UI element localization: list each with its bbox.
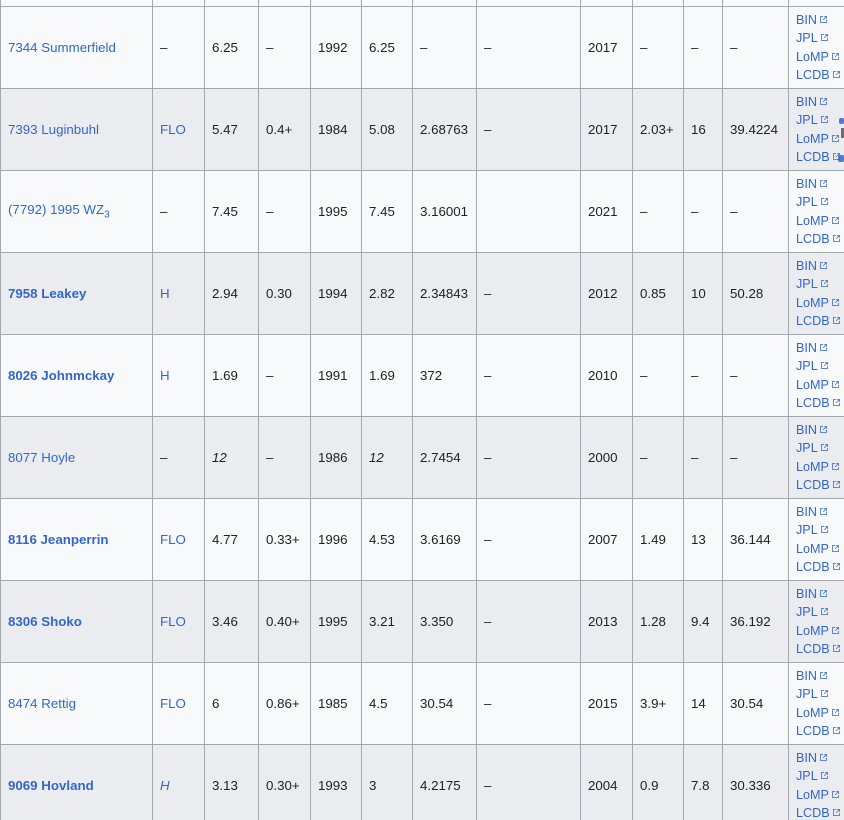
cell-links [789,499,844,581]
external-link-lomp[interactable]: LoMP [796,376,842,394]
cell-reference-year: 2017 [581,7,633,89]
external-link-icon [832,644,841,653]
table-row [1,499,844,581]
cell-year: 1985 [311,663,362,745]
cell-reference-year: 2010 [581,335,633,417]
cell-reference-year: 2004 [581,745,633,820]
external-link-icon [819,425,828,434]
external-link-icon [831,790,840,799]
external-link-lomp[interactable]: LoMP [796,458,842,476]
cell-diameter-2: 7.45 [362,171,413,253]
cell-amplitude: – [633,335,684,417]
external-link-bin[interactable]: BIN [796,175,842,193]
cell-notes: – [477,417,581,499]
asteroid-link[interactable]: 7393 Luginbuhl [8,121,99,137]
external-link-lomp[interactable]: LoMP [796,540,842,558]
external-link-lomp[interactable]: LoMP [796,294,842,312]
external-link-icon [820,361,829,370]
cell-value: 30.54 [723,663,789,745]
cell-period: 30.54 [413,663,477,745]
cell-spectral-type [153,581,205,663]
cell-spectral-type [153,745,205,820]
external-link-bin[interactable]: BIN [796,667,842,685]
table-row [1,745,844,820]
cell-links [789,7,844,89]
cell-spectral-type: – [153,171,205,253]
cell-notes: – [477,745,581,820]
cell-quality: – [684,335,723,417]
cell-notes: – [477,253,581,335]
table-row [1,417,844,499]
cell-diameter-1: 6 [205,663,259,745]
cell-amplitude: 0.9 [633,745,684,820]
external-link-bin[interactable]: BIN [796,585,842,603]
spectral-type-link[interactable]: FLO [160,695,186,711]
cell-name [1,335,153,417]
cell-reference-year: 2015 [581,663,633,745]
cell-period: 4.2175 [413,745,477,820]
external-link-lomp[interactable]: LoMP [796,622,842,640]
cell-albedo: – [259,335,311,417]
cell-quality: – [684,171,723,253]
external-link-icon [831,626,840,635]
external-link-lomp[interactable]: LoMP [796,704,842,722]
cell-period: 2.34843 [413,253,477,335]
external-link-icon [831,298,840,307]
cell-year: 1992 [311,7,362,89]
cell-year: 1995 [311,171,362,253]
cell-quality: 13 [684,499,723,581]
external-link-icon [831,462,840,471]
cell-diameter-2 [362,417,413,499]
cell-amplitude: – [633,171,684,253]
cell-year: 1995 [311,581,362,663]
cell-diameter-1: 1.69 [205,335,259,417]
cell-quality: 9.4 [684,581,723,663]
cell-amplitude: 1.49 [633,499,684,581]
external-link-icon [819,753,828,762]
cell-diameter-2: 6.25 [362,7,413,89]
external-link-icon [819,589,828,598]
cell-quality: 16 [684,89,723,171]
external-link-bin[interactable]: BIN [796,11,842,29]
cell-diameter-1: 4.77 [205,499,259,581]
cell-spectral-type [153,253,205,335]
external-link-jpl[interactable]: JPL [796,193,842,211]
cell-notes [477,171,581,253]
cell-notes: – [477,335,581,417]
table-row [1,171,844,253]
external-link-icon [819,179,828,188]
external-link-lcdb[interactable]: LCDB [796,312,842,330]
external-link-icon [831,134,840,143]
external-link-lcdb[interactable]: LCDB [796,148,842,166]
cell-year: 1993 [311,745,362,820]
external-link-icon [831,216,840,225]
cell-albedo: 0.30 [259,253,311,335]
cell-value: – [723,171,789,253]
cell-links [789,417,844,499]
value-text: 12 [212,449,227,465]
external-link-icon [819,671,828,680]
cell-quality: – [684,417,723,499]
cell-notes: – [477,581,581,663]
asteroid-link[interactable]: (7792) 1995 $WZ_3$ [8,201,110,221]
cell-links [789,335,844,417]
cell-links [789,745,844,820]
cell-name [1,171,153,253]
cell-amplitude: 2.03+ [633,89,684,171]
external-link-lomp[interactable]: LoMP [796,48,842,66]
cell-reference-year: 2007 [581,499,633,581]
external-link-lcdb[interactable]: LCDB [796,476,842,494]
cell-value: – [723,335,789,417]
cell-albedo: 0.4+ [259,89,311,171]
cell-name [1,499,153,581]
cell-albedo: 0.86+ [259,663,311,745]
cell-notes: – [477,663,581,745]
cell-diameter-1: 7.45 [205,171,259,253]
external-link-bin[interactable]: BIN [796,421,842,439]
cell-albedo: 0.30+ [259,745,311,820]
external-link-icon [820,33,829,42]
external-link-lcdb[interactable]: LCDB [796,230,842,248]
cell-amplitude: – [633,417,684,499]
cell-value: – [723,7,789,89]
external-link-icon [832,234,841,243]
cell-name [1,745,153,820]
spectral-type-link[interactable]: H [160,777,170,793]
cell-year: 1984 [311,89,362,171]
cell-spectral-type [153,663,205,745]
cell-links [789,253,844,335]
table-body [1,0,844,820]
table-row [1,663,844,745]
cell-period: 3.6169 [413,499,477,581]
cell-notes: – [477,7,581,89]
external-link-lcdb[interactable]: LCDB [796,722,842,740]
cell-quality: 14 [684,663,723,745]
cell-notes: – [477,89,581,171]
cell-diameter-1: 3.13 [205,745,259,820]
asteroid-link[interactable]: 8306 Shoko [8,613,82,629]
external-link-jpl[interactable]: JPL [796,357,842,375]
cell-diameter-1: 6.25 [205,7,259,89]
cell-diameter-2: 4.5 [362,663,413,745]
external-link-icon [832,726,841,735]
cell-albedo: 0.40+ [259,581,311,663]
external-link-icon [832,70,841,79]
external-link-icon [820,115,829,124]
external-link-bin[interactable]: BIN [796,339,842,357]
external-link-icon [819,507,828,516]
external-link-icon [819,343,828,352]
external-link-icon [832,480,841,489]
cell-spectral-type [153,499,205,581]
cell-value: 36.192 [723,581,789,663]
cell-reference-year: 2012 [581,253,633,335]
external-link-jpl[interactable]: JPL [796,439,842,457]
external-link-jpl[interactable]: JPL [796,275,842,293]
external-link-bin[interactable]: BIN [796,93,842,111]
cell-diameter-1: 5.47 [205,89,259,171]
cell-year: 1994 [311,253,362,335]
cell-diameter-2: 4.53 [362,499,413,581]
cell-name [1,581,153,663]
cell-diameter-1 [205,417,259,499]
external-link-lcdb[interactable]: LCDB [796,804,842,820]
table-row [1,335,844,417]
external-link-jpl[interactable]: JPL [796,767,842,785]
cell-albedo: – [259,171,311,253]
cell-albedo: 0.33+ [259,499,311,581]
spectral-type-link[interactable]: H [160,367,170,383]
cell-name [1,253,153,335]
external-link-icon [831,52,840,61]
value-text: 12 [369,449,384,465]
cell-reference-year: 2017 [581,89,633,171]
cell-spectral-type: – [153,7,205,89]
cell-albedo: – [259,417,311,499]
cell-name [1,663,153,745]
cell-diameter-2: 5.08 [362,89,413,171]
external-link-lcdb[interactable]: LCDB [796,640,842,658]
cell-diameter-1: 3.46 [205,581,259,663]
cell-reference-year: 2013 [581,581,633,663]
cell-albedo: – [259,7,311,89]
cell-notes: – [477,499,581,581]
cell-links [789,171,844,253]
cell-value: 36.144 [723,499,789,581]
external-link-jpl[interactable]: JPL [796,111,842,129]
cell-diameter-2: 1.69 [362,335,413,417]
external-link-icon [820,279,829,288]
table-row [1,581,844,663]
cell-period: 2.7454 [413,417,477,499]
cell-period: 3.350 [413,581,477,663]
external-link-icon [820,443,829,452]
external-link-jpl[interactable]: JPL [796,29,842,47]
table-row [1,253,844,335]
external-link-bin[interactable]: BIN [796,503,842,521]
cell-value: – [723,417,789,499]
external-link-lcdb[interactable]: LCDB [796,66,842,84]
external-link-jpl[interactable]: JPL [796,603,842,621]
cell-amplitude: 3.9+ [633,663,684,745]
spectral-type-link[interactable]: FLO [160,613,186,629]
external-link-icon [820,771,829,780]
external-link-icon [819,261,828,270]
spectral-type-link[interactable]: H [160,285,170,301]
external-link-jpl[interactable]: JPL [796,685,842,703]
external-link-icon [832,316,841,325]
external-link-icon [832,562,841,571]
external-link-lomp[interactable]: LoMP [796,130,842,148]
external-link-icon [819,15,828,24]
table-row [1,7,844,89]
external-link-icon [831,544,840,553]
external-link-icon [820,607,829,616]
spectral-type-link[interactable]: FLO [160,121,186,137]
cell-spectral-type: – [153,417,205,499]
external-link-bin[interactable]: BIN [796,257,842,275]
asteroid-link[interactable]: 8474 Rettig [8,695,77,711]
asteroid-link[interactable]: 8116 Jeanperrin [8,531,109,547]
cell-spectral-type [153,335,205,417]
asteroid-link[interactable]: 7344 Summerfield [8,39,116,55]
cell-reference-year: 2021 [581,171,633,253]
cell-quality: 10 [684,253,723,335]
cell-diameter-1: 2.94 [205,253,259,335]
cell-name [1,89,153,171]
cell-links [789,663,844,745]
cell-name [1,7,153,89]
external-link-lcdb[interactable]: LCDB [796,394,842,412]
cell-year: 1996 [311,499,362,581]
cell-period: 3.16001 [413,171,477,253]
asteroid-link[interactable]: 8026 Johnmckay [8,367,115,383]
cell-diameter-2: 2.82 [362,253,413,335]
external-link-jpl[interactable]: JPL [796,521,842,539]
asteroid-link[interactable]: 8077 Hoyle [8,449,76,465]
external-link-icon [831,380,840,389]
cell-period: – [413,7,477,89]
external-link-icon [831,708,840,717]
cell-amplitude: 0.85 [633,253,684,335]
cell-value: 50.28 [723,253,789,335]
spectral-type-link[interactable]: FLO [160,531,186,547]
cell-amplitude: 1.28 [633,581,684,663]
external-link-icon [820,525,829,534]
asteroid-link[interactable]: 9069 Hovland [8,777,94,793]
cell-period: 2.68763 [413,89,477,171]
table-row [1,89,844,171]
cell-reference-year: 2000 [581,417,633,499]
external-link-lcdb[interactable]: LCDB [796,558,842,576]
cell-links [789,581,844,663]
cell-diameter-2: 3 [362,745,413,820]
cell-quality: 7.8 [684,745,723,820]
external-link-bin[interactable]: BIN [796,749,842,767]
external-link-icon [820,197,829,206]
cell-name [1,417,153,499]
external-link-icon [820,689,829,698]
external-link-icon [832,808,841,817]
asteroid-link[interactable]: 7958 Leakey [8,285,87,301]
cell-year: 1991 [311,335,362,417]
cell-year: 1986 [311,417,362,499]
external-link-icon [832,398,841,407]
cell-spectral-type [153,89,205,171]
cell-value: 39.4224 [723,89,789,171]
cell-links [789,89,844,171]
external-link-lomp[interactable]: LoMP [796,786,842,804]
external-link-icon [832,152,841,161]
external-link-icon [819,97,828,106]
cell-amplitude: – [633,7,684,89]
cell-diameter-2: 3.21 [362,581,413,663]
cell-period: 372 [413,335,477,417]
cell-quality: – [684,7,723,89]
cell-value: 30.336 [723,745,789,820]
external-link-lomp[interactable]: LoMP [796,212,842,230]
